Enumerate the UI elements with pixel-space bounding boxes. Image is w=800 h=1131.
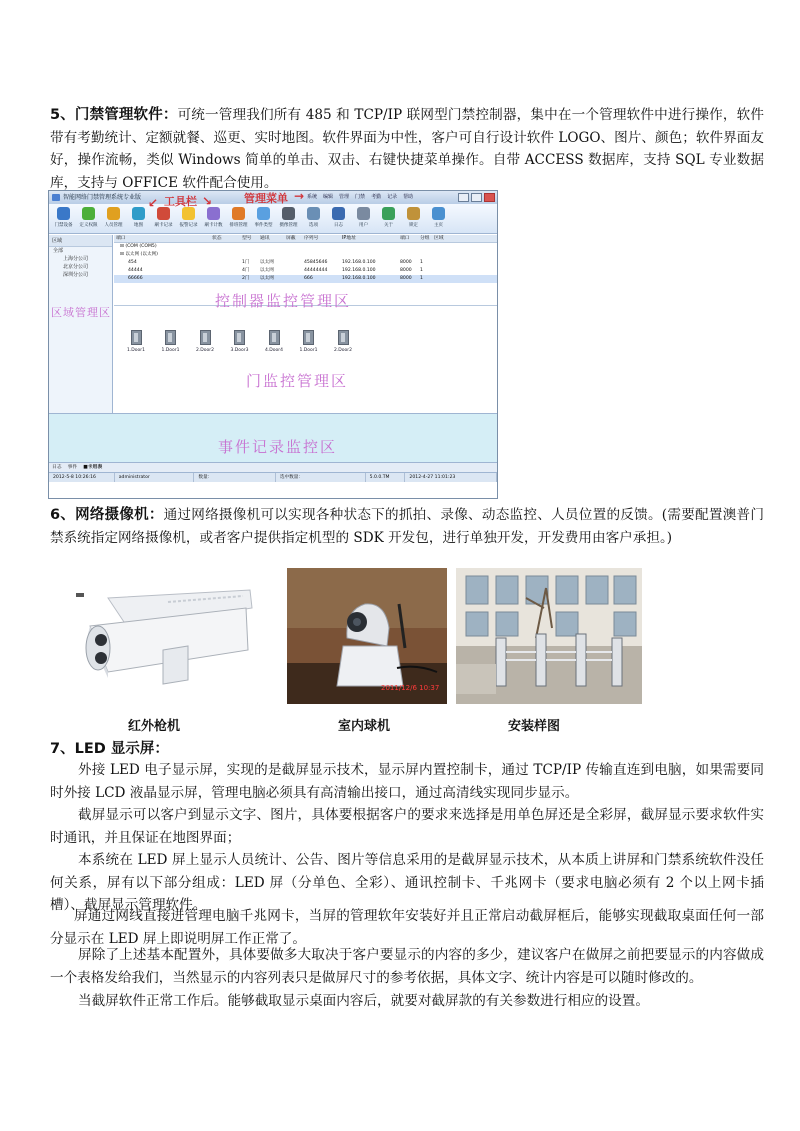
toolbar-tool-icon [432, 207, 445, 220]
table-header-cell[interactable]: 分组 [420, 236, 430, 241]
table-cell: 1 [420, 268, 423, 273]
menu-item[interactable]: 管理 [339, 194, 350, 200]
section5-paragraph [50, 104, 764, 194]
toolbar-tool-icon [257, 207, 270, 220]
table-cell: 以太网 [260, 268, 274, 273]
door-icon [165, 330, 176, 345]
door-icon [303, 330, 314, 345]
toolbar-button-label: 用户 [359, 223, 368, 228]
tree-item[interactable]: 上海分公司 [63, 256, 89, 262]
status-field: 选中数量： [276, 473, 366, 482]
toolbar-button-label: 日志 [334, 223, 343, 228]
table-cell: 192.168.0.100 [342, 268, 376, 273]
table-cell: 以太网 [260, 260, 274, 265]
door-zone-label: 门监控管理区 [246, 372, 349, 390]
toolbar-tool-icon [107, 207, 120, 220]
table-header-cell[interactable]: 端口 [400, 236, 410, 241]
menu-item[interactable]: 考勤 [371, 194, 382, 200]
toolbar-button[interactable] [376, 204, 401, 234]
toolbar-arrow-icon: ↙ [148, 196, 159, 210]
toolbar-button[interactable] [201, 204, 226, 234]
menu-item[interactable]: 系统 [307, 194, 318, 200]
toolbar-tool-icon [207, 207, 220, 220]
status-field: 2012-4-27 11:01:23 [405, 473, 497, 482]
table-header-cell[interactable]: 屏蔽 [286, 236, 296, 241]
toolbar-button[interactable] [76, 204, 101, 234]
door-label: 4.Door4 [265, 348, 283, 353]
section7-paragraph-6: 当截屏软件正常工作后。能够截取显示桌面内容后，就要对截屏款的有关参数进行相应的设置。 [78, 993, 649, 1009]
event-zone-label: 事件记录监控区 [218, 438, 338, 456]
table-cell: 1 [420, 260, 423, 265]
table-cell: 66666 [128, 276, 143, 281]
tool-arrow-icon: ↘ [202, 194, 213, 208]
caption-installation: 安装样图 [508, 719, 561, 734]
door-item[interactable] [189, 330, 221, 353]
table-cell: 8000 [400, 276, 412, 281]
window-title: 智能网络门禁管理系统专业版 [63, 194, 142, 201]
toolbar-button-label: 事件类型 [254, 223, 273, 228]
menu-item[interactable]: 门禁 [355, 194, 366, 200]
table-cell: 666 [304, 276, 313, 281]
table-cell: 44444444 [304, 268, 328, 273]
door-label: 1.Door1 [127, 348, 145, 353]
menu-item[interactable]: 帮助 [403, 194, 414, 200]
installation-photo [456, 568, 642, 704]
toolbar-tool-icon [382, 207, 395, 220]
table-cell: 192.168.0.100 [342, 260, 376, 265]
door-label: 3.Door3 [230, 348, 249, 353]
door-icon [338, 330, 349, 345]
toolbar-tool-icon [282, 207, 295, 220]
maximize-icon[interactable] [471, 193, 482, 202]
caption-dome-camera: 室内球机 [338, 719, 391, 734]
toolbar-button-label: 锁定 [409, 223, 418, 228]
section7-paragraph-3: 本系统在 LED 屏上显示人员统计、公告、图片等信息采用的是截屏显示技术，从本质上讲屏和门禁系统软件没任何关系，屏有以下部分组成：LED 屏（分单色、全彩）、通讯控制卡、千兆网卡（要求电脑必须有 2 个以上网卡插槽）、截屏显示管理软件。 [50, 852, 764, 913]
door-item[interactable] [258, 330, 290, 353]
table-cell: 192.168.0.100 [342, 276, 376, 281]
toolbar-button-label: 刷卡计数 [204, 223, 223, 228]
door-icon [269, 330, 280, 345]
toolbar-button[interactable] [101, 204, 126, 234]
toolbar-button-label: 关于 [384, 223, 393, 228]
menu-arrow-icon: → [294, 189, 305, 203]
toolbar-tool-icon [82, 207, 95, 220]
minimize-icon[interactable] [458, 193, 469, 202]
toolbar-button[interactable] [326, 204, 351, 234]
door-item[interactable] [120, 330, 152, 353]
tree-row-com-label: (COM (COM5) [125, 244, 157, 249]
toolbar-tool-icon [232, 207, 245, 220]
toolbar-button-label: 刷卡记录 [154, 223, 173, 228]
status-field: 数量： [194, 473, 276, 482]
toolbar-annotation: 工具栏 [164, 195, 197, 208]
toolbar [49, 204, 497, 234]
table-header-cell[interactable]: 端口 [116, 236, 126, 241]
toolbar-button[interactable] [426, 204, 451, 234]
toolbar-button[interactable] [51, 204, 76, 234]
door-item[interactable] [293, 330, 325, 353]
table-cell: 44444 [128, 268, 143, 273]
toolbar-button-label: 地图 [134, 223, 143, 228]
section7-paragraph-1: 外接 LED 电子显示屏，实现的是截屏显示技术，显示屏内置控制卡，通过 TCP/IP 传输直连到电脑，如果需要同时外接 LCD 液晶显示屏，管理电脑必须具有高清输出接口，通过高清线实现同步显示。 [50, 762, 764, 801]
table-cell: 8000 [400, 260, 412, 265]
tree-row-ethernet-label: 以太网 (以太网) [125, 252, 158, 257]
door-item[interactable] [224, 330, 256, 353]
table-cell: 4门 [242, 268, 250, 273]
menu-annotation: 管理菜单 [244, 192, 288, 205]
tree-item[interactable]: 全部 [53, 248, 64, 254]
section7-paragraph-5: 屏除了上述基本配置外，具体要做多大取决于客户要显示的内容的多少，建议客户在做屏之前把要显示的内容做成一个表格发给我们，当然显示的内容列表只是做屏尺寸的参考依据，具体文字、统计内容是可以随时修改的。 [50, 947, 764, 986]
tab-event[interactable]: 事件 [67, 465, 78, 470]
status-field: administrator [115, 473, 195, 482]
toolbar-button-label: 摄像管理 [279, 223, 298, 228]
section7-paragraph-4: 屏通过网线直接进管理电脑千兆网卡，当屏的管理软年安装好并且正常启动截屏框后，能够实现截取桌面任何一部分显示在 LED 屏上即说明屏工作正常了。 [50, 908, 764, 947]
section6-title: 6、网络摄像机： [50, 507, 164, 523]
bullet-camera-photo [68, 568, 258, 704]
toolbar-tool-icon [407, 207, 420, 220]
toolbar-button[interactable] [351, 204, 376, 234]
toolbar-button-label: 选项 [309, 223, 318, 228]
toolbar-button-label: 主页 [434, 223, 443, 228]
door-label: 2.Door2 [334, 348, 352, 353]
tab-card-table[interactable]: ■卡用表 [83, 465, 103, 470]
menu-bar [307, 191, 413, 204]
table-row[interactable] [114, 275, 498, 283]
dome-camera-photo [287, 568, 447, 704]
table-header-cell[interactable]: 通讯 [260, 236, 270, 241]
status-field: 2012-5-8 10:26:16 [49, 473, 115, 482]
door-label: 2.Door2 [196, 348, 214, 353]
window-controls [458, 193, 495, 202]
section5-body: 可统一管理我们所有 485 和 TCP/IP 联网型门禁控制器，集中在一个管理软件中进行操作，软件带有考勤统计、定额就餐、巡更、实时地图。软件界面为中性，客户可自行设计软件 LOGO、图片、颜色；软件界面友好，操作流畅，类似 Windows 简单的单击、双击、右键快捷菜单操作。自带 ACCESS 数据库，支持 SQL 专业数据库，支持与 OFFICE 软件配合使用。 [50, 107, 764, 191]
table-cell: 454 [128, 260, 137, 265]
caption-bullet-camera: 红外枪机 [128, 719, 181, 734]
toolbar-button[interactable] [251, 204, 276, 234]
toolbar-tool-icon [357, 207, 370, 220]
tree-item[interactable]: 北京分公司 [63, 264, 89, 270]
door-icon [131, 330, 142, 345]
toolbar-tool-icon [307, 207, 320, 220]
section7-title: 7、LED 显示屏： [50, 741, 169, 757]
table-cell: 1门 [242, 260, 250, 265]
table-header-cell[interactable]: 状态 [212, 236, 222, 241]
toolbar-tool-icon [132, 207, 145, 220]
toolbar-button-label: 报警记录 [179, 223, 198, 228]
door-icon [200, 330, 211, 345]
table-header-cell[interactable]: 型号 [242, 236, 252, 241]
table-row[interactable] [114, 267, 498, 275]
door-item[interactable] [155, 330, 187, 353]
bottom-tabs [49, 462, 497, 472]
section5-title: 5、门禁管理软件： [50, 107, 178, 123]
menu-item[interactable]: 记录 [387, 194, 398, 200]
controller-zone-label: 控制器监控管理区 [215, 292, 352, 310]
status-field: 5.0.0.TM [366, 473, 406, 482]
toolbar-button[interactable] [226, 204, 251, 234]
toolbar-tool-icon [332, 207, 345, 220]
toolbar-button[interactable] [401, 204, 426, 234]
table-header-cell[interactable]: IP地址 [342, 236, 356, 241]
table-header-row [114, 235, 498, 243]
toolbar-button-label: 门禁设备 [54, 223, 73, 228]
toolbar-button-label: 定义权限 [79, 223, 98, 228]
area-zone-label: 区域管理区 [51, 306, 111, 319]
tree-item[interactable]: 深圳分公司 [63, 272, 89, 278]
section6-paragraph [50, 504, 764, 549]
toolbar-button-label: 人员管理 [104, 223, 123, 228]
close-icon[interactable] [484, 193, 495, 202]
status-bar [49, 472, 497, 482]
toolbar-button[interactable] [301, 204, 326, 234]
table-cell: 2门 [242, 276, 250, 281]
tree-row-com[interactable]: ⊟ (COM (COM5) [120, 244, 157, 249]
table-cell: 8000 [400, 268, 412, 273]
toolbar-tool-icon [57, 207, 70, 220]
menu-item[interactable]: 编辑 [323, 194, 334, 200]
door-label: 1.Door1 [161, 348, 180, 353]
tree-header: 区域 [49, 235, 112, 247]
toolbar-button[interactable] [276, 204, 301, 234]
table-cell: 45845646 [304, 260, 328, 265]
door-item[interactable] [327, 330, 359, 353]
table-row[interactable] [114, 259, 498, 267]
tab-log[interactable]: 日志 [52, 465, 62, 470]
photo-timestamp: 2011/12/6 10:37 [381, 684, 440, 692]
section6-body: 通过网络摄像机可以实现各种状态下的抓拍、录像、动态监控、人员位置的反馈。(需要配置澳普门禁系统指定网络摄像机，或者客户提供指定机型的 SDK 开发包，进行单独开发，开发费用由客户承担。) [50, 507, 764, 546]
door-icon [234, 330, 245, 345]
table-header-cell[interactable]: 序列号 [304, 236, 319, 241]
table-header-cell[interactable]: 区域 [434, 236, 444, 241]
tree-row-ethernet[interactable]: ⊟ 以太网 (以太网) [120, 252, 158, 257]
section7-paragraph-2: 截屏显示可以客户到显示文字、图片，具体要根据客户的要求来选择是用单色屏还是全彩屏，截屏显示要求软件实时通讯，并且保证在地图界面； [50, 807, 764, 846]
door-label: 1.Door1 [299, 348, 318, 353]
table-cell: 以太网 [260, 276, 274, 281]
table-cell: 1 [420, 276, 423, 281]
app-logo-icon [52, 194, 60, 201]
toolbar-button-label: 排班管理 [229, 223, 248, 228]
